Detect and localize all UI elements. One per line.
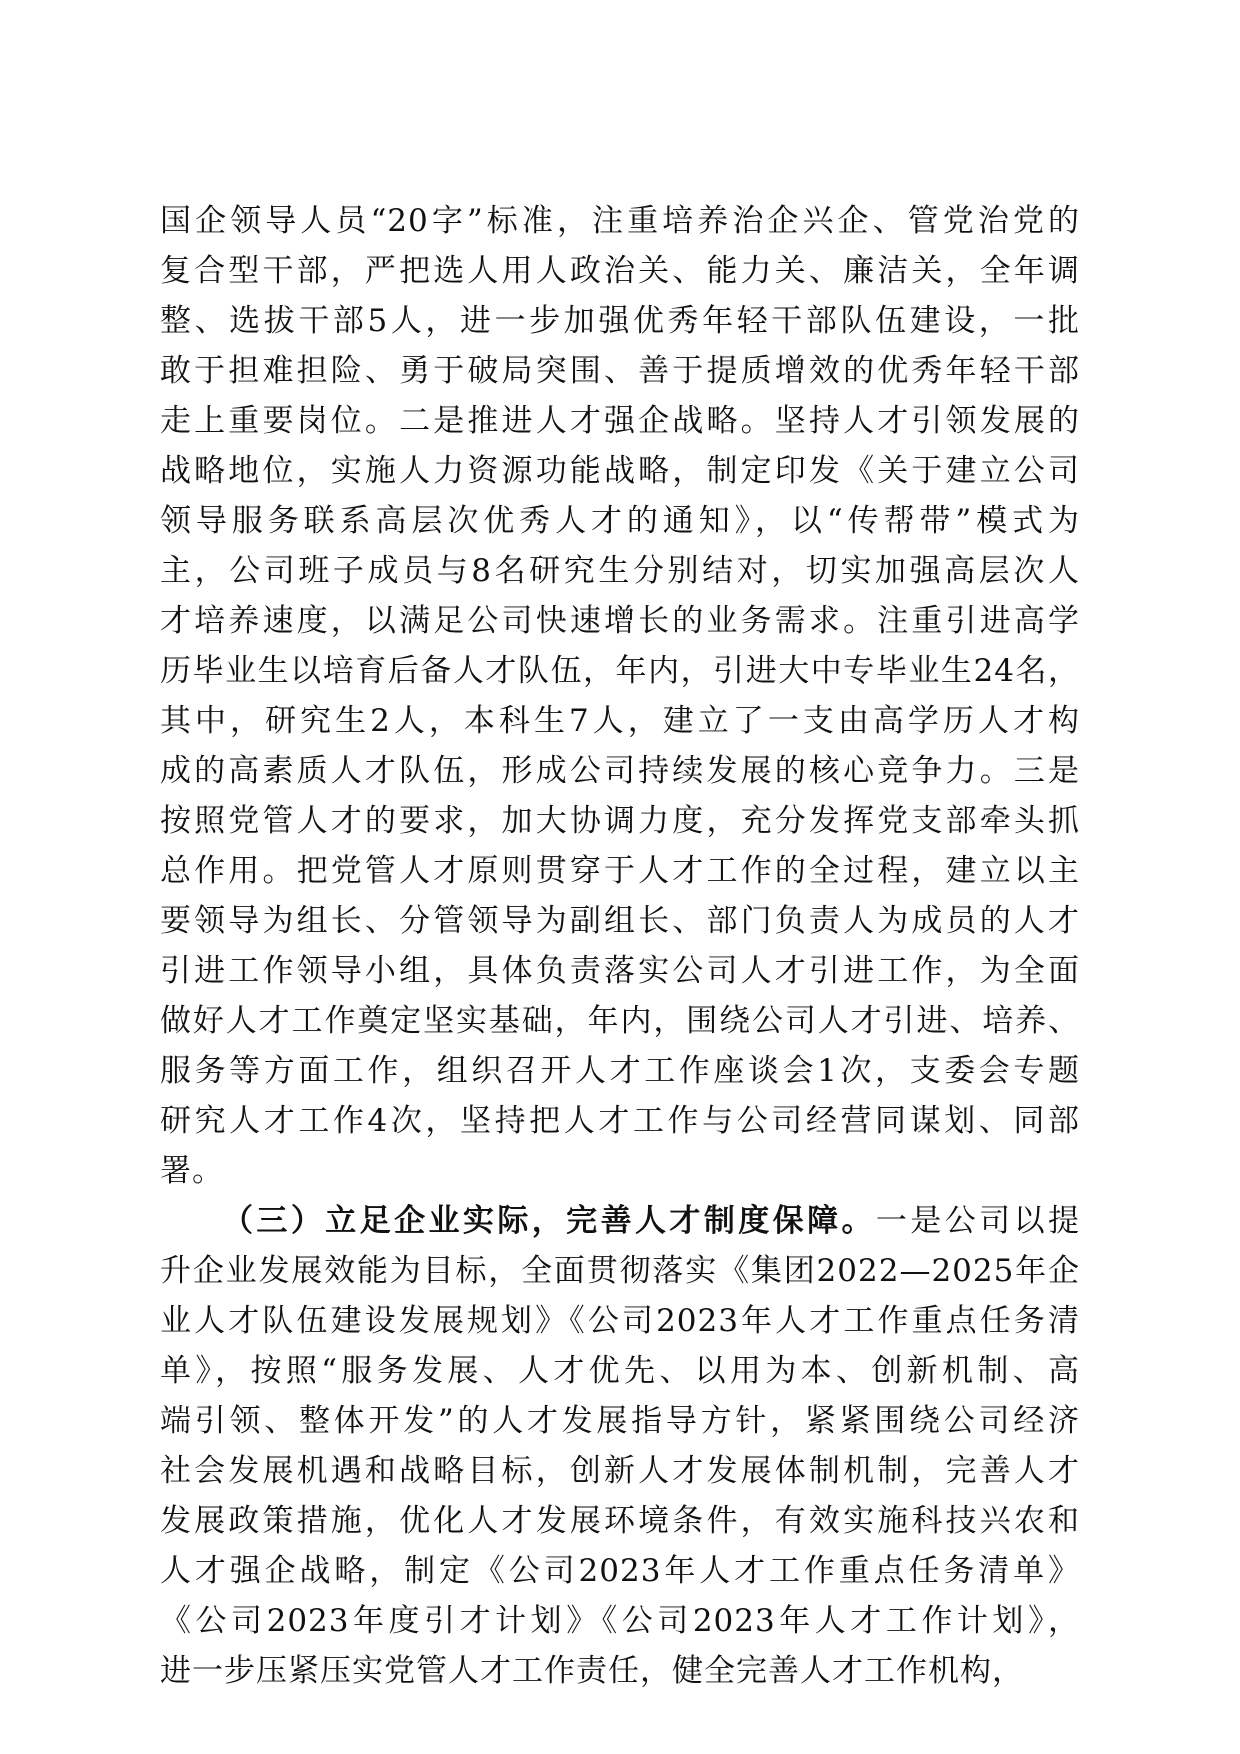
text-line: 服务等方面工作，组织召开人才工作座谈会1次，支委会专题 [160, 1053, 1080, 1089]
text-line: 做好人才工作奠定坚实基础，年内，围绕公司人才引进、培养、 [160, 1003, 1080, 1039]
text-line: 人才强企战略，制定《公司2023年人才工作重点任务清单》 [160, 1553, 1080, 1589]
text-line: 《公司2023年度引才计划》《公司2023年人才工作计划》， [160, 1603, 1080, 1639]
text-line: 战略地位，实施人力资源功能战略，制定印发《关于建立公司 [160, 453, 1080, 489]
text-line: 署。 [160, 1153, 224, 1189]
text-line: 升企业发展效能为目标，全面贯彻落实《集团2022—2025年企 [160, 1253, 1080, 1289]
text-line: 历毕业生以培育后备人才队伍，年内，引进大中专毕业生24名， [160, 653, 1080, 689]
paragraph-talent-cadres [160, 196, 1080, 1196]
text-line: 才培养速度，以满足公司快速增长的业务需求。注重引进高学 [160, 603, 1080, 639]
paragraph-system-guarantee [160, 1196, 1080, 1696]
text-line: 研究人才工作4次，坚持把人才工作与公司经营同谋划、同部 [160, 1103, 1080, 1139]
text-line: 成的高素质人才队伍，形成公司持续发展的核心竞争力。三是 [160, 753, 1080, 789]
heading-line-rest: 一是公司以提 [875, 1203, 1081, 1239]
section-heading: （三）立足企业实际，完善人才制度保障。 [222, 1203, 876, 1239]
text-line: 社会发展机遇和战略目标，创新人才发展体制机制，完善人才 [160, 1453, 1080, 1489]
text-line: 按照党管人才的要求，加大协调力度，充分发挥党支部牵头抓 [160, 803, 1080, 839]
text-line: 引进工作领导小组，具体负责落实公司人才引进工作，为全面 [160, 953, 1080, 989]
text-line: 单》，按照“服务发展、人才优先、以用为本、创新机制、高 [160, 1353, 1080, 1389]
text-line: 进一步压紧压实党管人才工作责任，健全完善人才工作机构， [160, 1653, 1024, 1689]
text-line: 发展政策措施，优化人才发展环境条件，有效实施科技兴农和 [160, 1503, 1080, 1539]
text-line: 敢于担难担险、勇于破局突围、善于提质增效的优秀年轻干部 [160, 353, 1080, 389]
text-line: 其中，研究生2人，本科生7人，建立了一支由高学历人才构 [160, 703, 1080, 739]
text-line: 走上重要岗位。二是推进人才强企战略。坚持人才引领发展的 [160, 403, 1080, 439]
text-line: 复合型干部，严把选人用人政治关、能力关、廉洁关，全年调 [160, 253, 1080, 289]
paragraph-first-line [160, 1196, 1080, 1246]
text-line: 总作用。把党管人才原则贯穿于人才工作的全过程，建立以主 [160, 853, 1080, 889]
text-line: 主，公司班子成员与8名研究生分别结对，切实加强高层次人 [160, 553, 1080, 589]
body-text [160, 196, 1080, 1696]
text-line: 整、选拔干部5人，进一步加强优秀年轻干部队伍建设，一批 [160, 303, 1080, 339]
text-line: 国企领导人员“20字”标准，注重培养治企兴企、管党治党的 [160, 203, 1080, 239]
text-line: 领导服务联系高层次优秀人才的通知》，以“传帮带”模式为 [160, 503, 1080, 539]
text-line: 业人才队伍建设发展规划》《公司2023年人才工作重点任务清 [160, 1303, 1080, 1339]
text-line: 端引领、整体开发”的人才发展指导方针，紧紧围绕公司经济 [160, 1403, 1080, 1439]
text-line: 要领导为组长、分管领导为副组长、部门负责人为成员的人才 [160, 903, 1080, 939]
